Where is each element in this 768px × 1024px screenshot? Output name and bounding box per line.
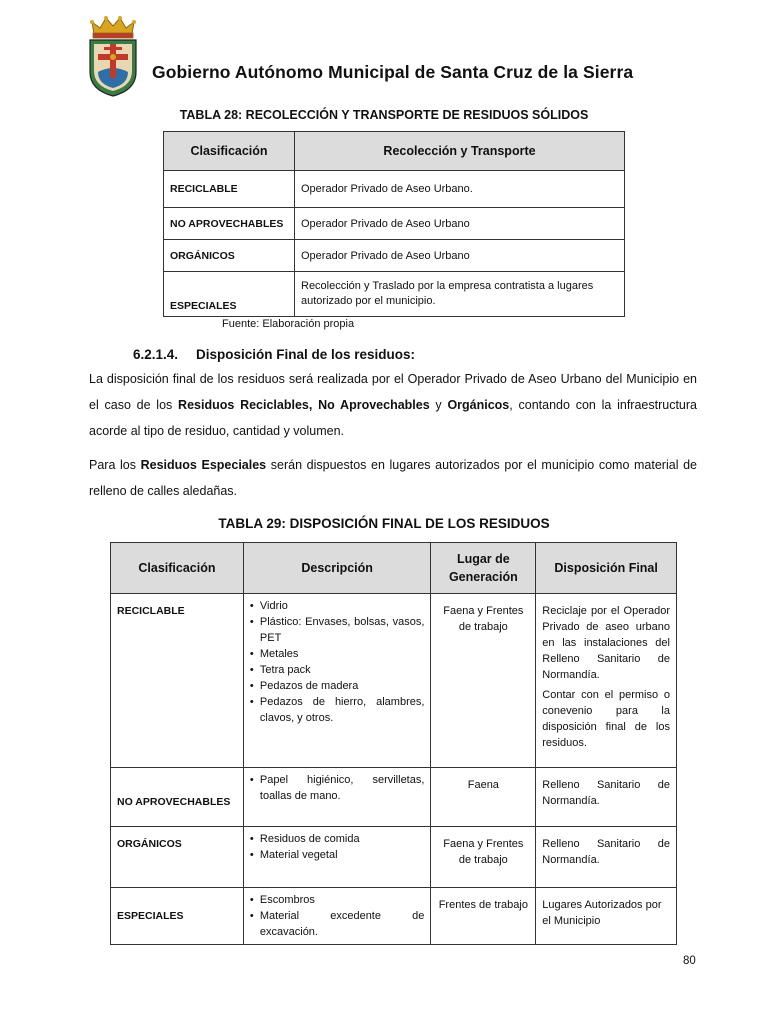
table-cell: Relleno Sanitario de Normandía. — [536, 768, 677, 827]
table-cell — [243, 594, 431, 768]
table-row — [164, 208, 625, 240]
paragraph-2 — [89, 452, 697, 504]
list-item: • Metales — [250, 646, 425, 662]
list-item: • Material vegetal — [250, 847, 425, 863]
table-cell — [243, 888, 431, 945]
table-row — [164, 240, 625, 272]
list-item: • Papel higiénico, servilletas, toallas de mano. — [250, 772, 425, 804]
table-row — [111, 888, 677, 945]
list-item: • Material excedente de excavación. — [250, 908, 425, 940]
list-item: • Pedazos de hierro, alambres, clavos, y otros. — [250, 694, 425, 726]
table-cell: NO APROVECHABLES — [164, 208, 295, 240]
paragraph-bold: Residuos Reciclables, No Aprovechables — [178, 398, 430, 412]
table28-caption: TABLA 28: RECOLECCIÓN Y TRANSPORTE DE RESIDUOS SÓLIDOS — [179, 108, 589, 122]
cell-paragraph: Contar con el permiso o conevenio para la disposición final de los residuos. — [542, 689, 670, 749]
table-cell — [243, 827, 431, 888]
table-cell: Operador Privado de Aseo Urbano — [295, 208, 625, 240]
table-cell: RECICLABLE — [111, 594, 244, 768]
table-cell: ORGÁNICOS — [164, 240, 295, 272]
table-row — [164, 171, 625, 208]
table-cell: Faena y Frentes de trabajo — [431, 594, 536, 768]
section-heading — [133, 347, 415, 362]
table-cell: ESPECIALES — [164, 272, 295, 317]
paragraph-text: La disposición final de los residuos será realizada por el Operador Privado de Aseo Urbano del Municipio en el caso de los — [89, 372, 697, 412]
table-cell: RECICLABLE — [164, 171, 295, 208]
table-cell: Relleno Sanitario de Normandía. — [536, 827, 677, 888]
cell-paragraph: Reciclaje por el Operador Privado de aseo urbano en las instalaciones del Relleno Sanitario de Normandía. — [542, 605, 670, 681]
table29-header-description: Descripción — [243, 543, 431, 594]
table-cell: Frentes de trabajo — [431, 888, 536, 945]
table-cell: ORGÁNICOS — [111, 827, 244, 888]
table28-header-collection: Recolección y Transporte — [295, 132, 625, 171]
paragraph-text: , contando con la infraestructura acorde al tipo de residuo, cantidad y volumen. — [89, 398, 697, 438]
section-title: Disposición Final de los residuos: — [196, 347, 416, 362]
table-cell: Faena — [431, 768, 536, 827]
paragraph-text: serán dispuestos en lugares autorizados por el municipio como material de relleno de calles aledañas. — [89, 458, 697, 498]
list-item: • Residuos de comida — [250, 831, 425, 847]
table-row — [111, 827, 677, 888]
table28-source: Fuente: Elaboración propia — [222, 318, 355, 330]
municipal-crest-icon — [84, 14, 142, 98]
section-number: 6.2.1.4. — [133, 347, 179, 362]
paragraph-1 — [89, 366, 697, 444]
header-title: Gobierno Autónomo Municipal de Santa Cruz de la Sierra — [152, 62, 634, 82]
table-row — [164, 272, 625, 317]
table-row — [111, 594, 677, 768]
table-cell: Operador Privado de Aseo Urbano — [295, 240, 625, 272]
list-item: • Plástico: Envases, bolsas, vasos, PET — [250, 614, 425, 646]
page-number: 80 — [683, 955, 696, 967]
table-cell: Faena y Frentes de trabajo — [431, 827, 536, 888]
table-cell: Operador Privado de Aseo Urbano. — [295, 171, 625, 208]
paragraph-bold: Residuos Especiales — [140, 458, 267, 472]
list-item: • Escombros — [250, 892, 425, 908]
table-cell: Recolección y Traslado por la empresa contratista a lugares autorizado por el municipio. — [295, 272, 625, 317]
paragraph-bold: Orgánicos — [447, 398, 510, 412]
list-item: • Vidrio — [250, 598, 425, 614]
table-cell: ESPECIALES — [111, 888, 244, 945]
table28 — [163, 131, 625, 317]
table29-header-classification: Clasificación — [111, 543, 244, 594]
table-cell: Lugares Autorizados por el Municipio — [536, 888, 677, 945]
list-item: • Tetra pack — [250, 662, 425, 678]
table29-header-place: Lugar de Generación — [431, 543, 536, 594]
table28-header-classification: Clasificación — [164, 132, 295, 171]
table-cell: NO APROVECHABLES — [111, 768, 244, 827]
list-item: • Pedazos de madera — [250, 678, 425, 694]
paragraph-text: y — [429, 398, 448, 412]
table29-caption: TABLA 29: DISPOSICIÓN FINAL DE LOS RESIDUOS — [218, 516, 550, 531]
table-cell — [536, 594, 677, 768]
table29-header-final: Disposición Final — [536, 543, 677, 594]
table29 — [110, 542, 677, 945]
table-row — [111, 768, 677, 827]
paragraph-text: Para los — [89, 458, 141, 472]
table-cell — [243, 768, 431, 827]
